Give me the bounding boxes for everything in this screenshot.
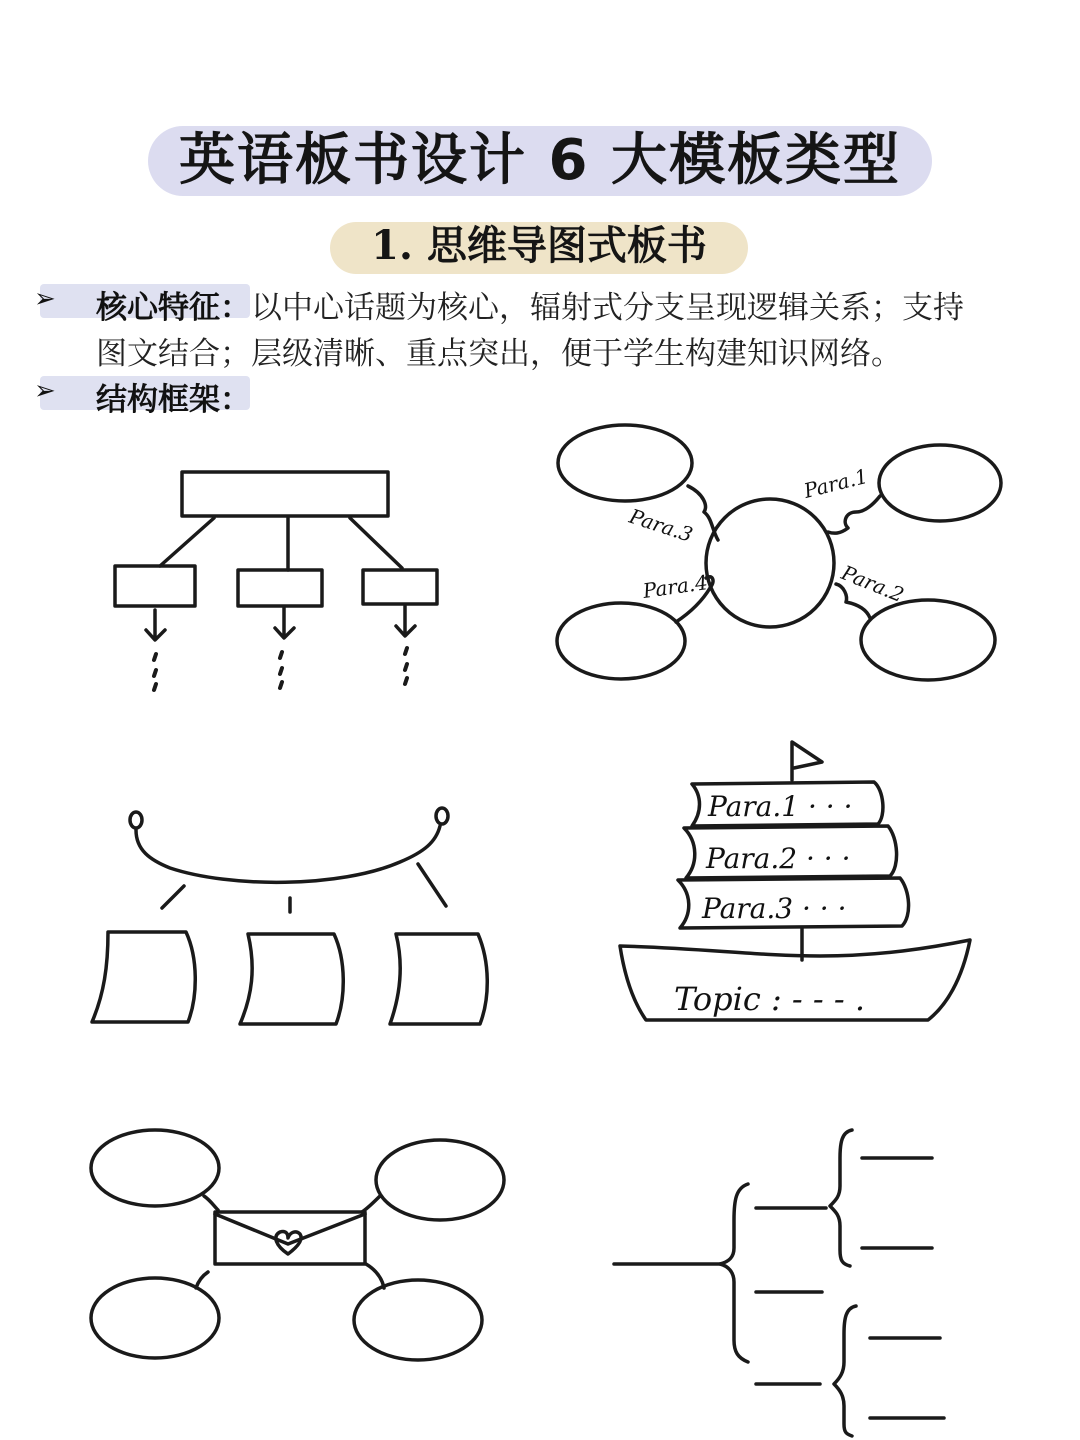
bubble-diagram <box>557 425 1001 680</box>
bubble <box>354 1280 482 1360</box>
bubble <box>376 1140 504 1220</box>
scroll-card <box>92 932 195 1022</box>
core-feature-text: 以中心话题为核心，辐射式分支呈现逻辑关系；支持 <box>251 290 964 326</box>
ship-row-para1: Para.1 · · · <box>708 790 853 823</box>
scroll-card <box>390 934 487 1024</box>
bubble <box>558 425 692 501</box>
tree-diagram <box>115 472 437 690</box>
bubble-label-para3: Para.3 <box>626 503 696 547</box>
bubble-label-para4: Para.4 <box>641 570 710 603</box>
curly-bracket <box>830 1130 852 1266</box>
bubble <box>879 445 1001 521</box>
arc-diagram <box>92 808 487 1024</box>
tree-child-box <box>363 570 437 604</box>
arc-end-loop <box>130 812 142 828</box>
bracket-diagram <box>614 1130 944 1436</box>
tree-root-box <box>182 472 388 516</box>
structure-label: 结构框架： <box>96 382 251 418</box>
arc-line <box>136 826 440 882</box>
envelope-connector <box>366 1264 384 1288</box>
ship-row-para2: Para.2 · · · <box>706 842 851 875</box>
section-title: 1. 思维导图式板书 <box>371 222 707 269</box>
envelope-icon <box>215 1212 365 1264</box>
tree-branch-line <box>350 518 402 568</box>
curly-bracket <box>834 1306 856 1436</box>
tree-child-box <box>238 570 322 606</box>
tree-child-box <box>115 566 195 606</box>
curly-bracket <box>720 1184 748 1362</box>
envelope-connector <box>196 1272 208 1288</box>
envelope-connector <box>362 1196 380 1212</box>
connector-curl <box>828 496 880 533</box>
bubble-label-para1: Para.1 <box>801 463 871 503</box>
envelope-diagram <box>91 1130 504 1360</box>
page-title: 英语板书设计 6 大模板类型 <box>179 128 901 193</box>
arrow-right-icon: ➢ <box>34 284 56 314</box>
flag-icon <box>792 742 822 780</box>
arc-connector <box>162 886 184 908</box>
core-feature-label: 核心特征： <box>96 290 251 326</box>
scroll-card <box>240 934 343 1024</box>
bubble-label-para2: Para.2 <box>838 560 908 608</box>
bubble <box>861 600 995 680</box>
arc-end-loop <box>436 808 448 824</box>
arrow-down-icon <box>275 608 294 638</box>
core-feature-line-2: 图文结合；层级清晰、重点突出，便于学生构建知识网络。 <box>96 336 902 372</box>
envelope-connector <box>204 1196 218 1210</box>
bubble <box>91 1130 219 1206</box>
ellipsis-dots <box>154 648 407 690</box>
center-circle <box>706 499 834 627</box>
bubble <box>557 603 685 679</box>
bubble <box>91 1278 219 1358</box>
envelope-flap <box>215 1214 365 1244</box>
ship-diagram <box>620 742 970 1020</box>
arrow-right-icon: ➢ <box>34 376 56 406</box>
tree-branch-line <box>160 518 214 566</box>
arrow-down-icon <box>146 610 165 640</box>
arc-connector <box>418 864 446 906</box>
arrow-down-icon <box>396 606 415 636</box>
ship-row-para3: Para.3 · · · <box>702 892 847 925</box>
ship-topic-label: Topic : - - - . <box>674 980 866 1018</box>
